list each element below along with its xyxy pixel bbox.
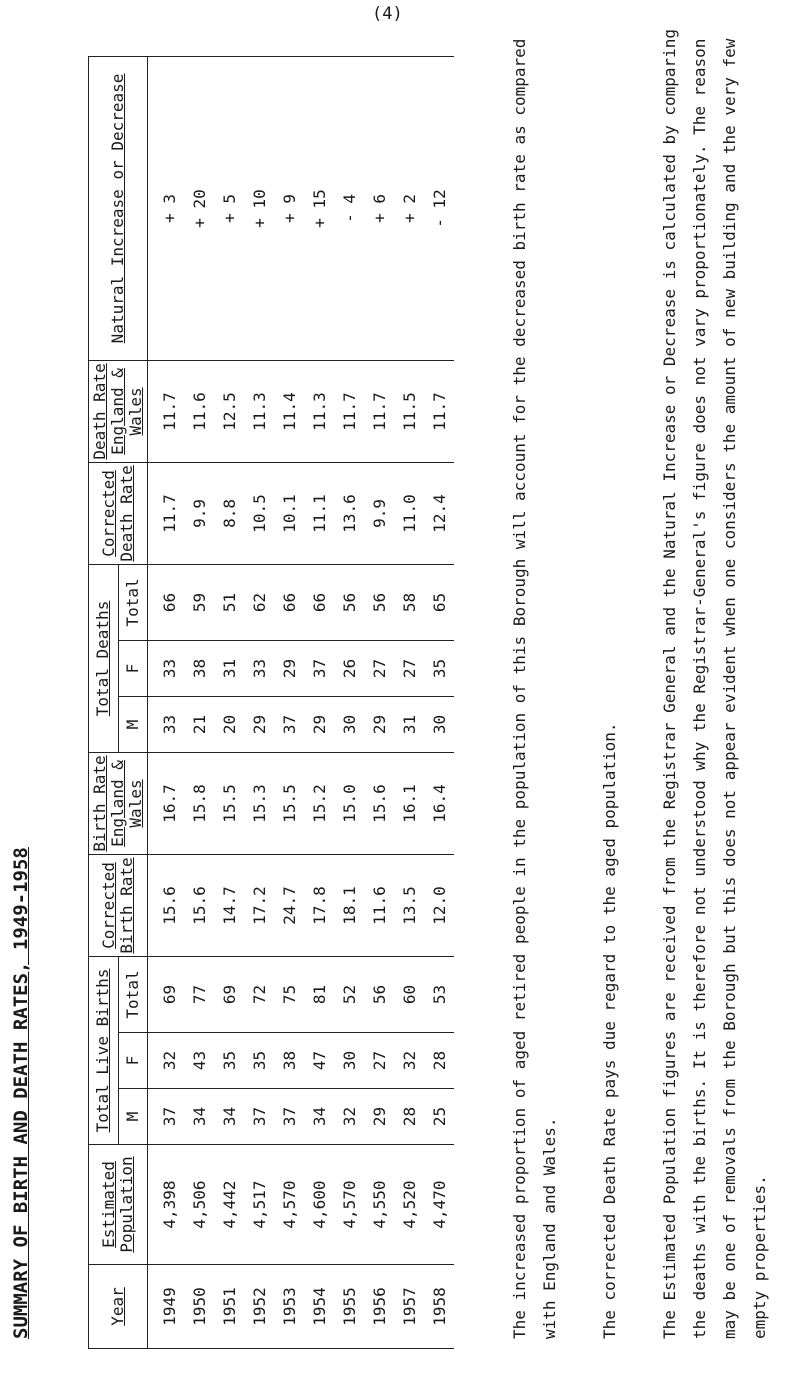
cell-deaths-f: 37: [304, 640, 334, 696]
cell-corrected-death-rate: 11.7: [148, 462, 185, 564]
cell-corrected-death-rate: 13.6: [334, 462, 364, 564]
cell-death-rate-ew: 12.5: [214, 360, 244, 462]
table-row: [148, 56, 185, 1348]
cell-population: 4,517: [244, 1145, 274, 1265]
cell-corrected-birth-rate: 11.6: [364, 854, 394, 956]
cell-year: 1952: [244, 1265, 274, 1349]
cell-natural-increase: + 10: [244, 56, 274, 360]
cell-deaths-total: 58: [394, 564, 424, 640]
cell-corrected-birth-rate: 18.1: [334, 854, 364, 956]
cell-birth-rate-ew: 15.5: [274, 752, 304, 854]
cell-births-m: 34: [214, 1089, 244, 1145]
cell-death-rate-ew: 11.5: [394, 360, 424, 462]
cell-year: 1958: [424, 1265, 454, 1349]
cell-year: 1953: [274, 1265, 304, 1349]
cell-births-m: 37: [274, 1089, 304, 1145]
cell-natural-increase: + 3: [148, 56, 185, 360]
cell-corrected-death-rate: 11.1: [304, 462, 334, 564]
header-birth-rate-ew: Birth Rate England & Wales: [89, 752, 148, 854]
cell-births-f: 43: [184, 1033, 214, 1089]
cell-births-m: 37: [148, 1089, 185, 1145]
cell-births-m: 25: [424, 1089, 454, 1145]
notes: [505, 19, 800, 1339]
header-deaths-m: M: [118, 696, 148, 752]
table-row: [184, 56, 214, 1348]
cell-births-f: 35: [214, 1033, 244, 1089]
cell-death-rate-ew: 11.3: [244, 360, 274, 462]
cell-births-total: 52: [334, 956, 364, 1032]
cell-deaths-m: 31: [394, 696, 424, 752]
cell-births-m: 29: [364, 1089, 394, 1145]
note-corrected-death-rate: The corrected Death Rate pays due regard to the aged population.: [600, 722, 619, 1339]
cell-births-f: 38: [274, 1033, 304, 1089]
cell-population: 4,550: [364, 1145, 394, 1265]
cell-corrected-birth-rate: 24.7: [274, 854, 304, 956]
cell-deaths-m: 29: [364, 696, 394, 752]
cell-death-rate-ew: 11.7: [334, 360, 364, 462]
table-row: [214, 56, 244, 1348]
cell-population: 4,442: [214, 1145, 244, 1265]
cell-births-m: 34: [184, 1089, 214, 1145]
cell-births-f: 27: [364, 1033, 394, 1089]
header-deaths-f: F: [118, 640, 148, 696]
cell-deaths-f: 33: [244, 640, 274, 696]
header-deaths-total: Total: [118, 564, 148, 640]
cell-birth-rate-ew: 15.5: [214, 752, 244, 854]
cell-births-total: 77: [184, 956, 214, 1032]
cell-births-m: 37: [244, 1089, 274, 1145]
cell-births-m: 28: [394, 1089, 424, 1145]
cell-corrected-birth-rate: 17.2: [244, 854, 274, 956]
cell-natural-increase: + 5: [214, 56, 244, 360]
cell-death-rate-ew: 11.7: [424, 360, 454, 462]
cell-population: 4,570: [274, 1145, 304, 1265]
header-total-live-births: Total Live Births: [89, 956, 119, 1144]
cell-natural-increase: - 4: [334, 56, 364, 360]
cell-natural-increase: + 20: [184, 56, 214, 360]
cell-population: 4,570: [334, 1145, 364, 1265]
cell-births-f: 35: [244, 1033, 274, 1089]
cell-birth-rate-ew: 16.7: [148, 752, 185, 854]
cell-birth-rate-ew: 15.6: [364, 752, 394, 854]
cell-birth-rate-ew: 15.0: [334, 752, 364, 854]
cell-corrected-birth-rate: 17.8: [304, 854, 334, 956]
cell-birth-rate-ew: 15.2: [304, 752, 334, 854]
header-natural-increase: Natural Increase or Decrease: [89, 56, 148, 360]
cell-year: 1951: [214, 1265, 244, 1349]
cell-corrected-death-rate: 9.9: [184, 462, 214, 564]
cell-deaths-m: 29: [304, 696, 334, 752]
cell-births-total: 69: [148, 956, 185, 1032]
cell-natural-increase: - 12: [424, 56, 454, 360]
header-estimated-population: Estimated Population: [89, 1145, 148, 1265]
cell-deaths-f: 27: [394, 640, 424, 696]
cell-deaths-f: 35: [424, 640, 454, 696]
table-row: [244, 56, 274, 1348]
cell-year: 1954: [304, 1265, 334, 1349]
cell-deaths-f: 38: [184, 640, 214, 696]
cell-birth-rate-ew: 15.8: [184, 752, 214, 854]
cell-death-rate-ew: 11.7: [364, 360, 394, 462]
summary-table: [88, 56, 454, 1349]
page-number: (4): [372, 4, 403, 24]
cell-year: 1957: [394, 1265, 424, 1349]
cell-deaths-total: 56: [364, 564, 394, 640]
header-births-m: M: [118, 1089, 148, 1145]
cell-deaths-total: 62: [244, 564, 274, 640]
cell-corrected-death-rate: 8.8: [214, 462, 244, 564]
cell-births-f: 28: [424, 1033, 454, 1089]
header-births-total: Total: [118, 956, 148, 1032]
cell-birth-rate-ew: 16.1: [394, 752, 424, 854]
cell-death-rate-ew: 11.6: [184, 360, 214, 462]
cell-deaths-m: 29: [244, 696, 274, 752]
cell-natural-increase: + 9: [274, 56, 304, 360]
cell-deaths-f: 33: [148, 640, 185, 696]
cell-year: 1955: [334, 1265, 364, 1349]
table-row: [424, 56, 454, 1348]
cell-births-m: 34: [304, 1089, 334, 1145]
cell-deaths-f: 27: [364, 640, 394, 696]
header-death-rate-ew: Death Rate England & Wales: [89, 360, 148, 462]
cell-births-f: 32: [394, 1033, 424, 1089]
table-row: [364, 56, 394, 1348]
cell-deaths-total: 59: [184, 564, 214, 640]
note-estimated-population: The Estimated Population figures are received from the Registrar General and the Natural Increase or Decrease is calculated by comparing the deaths with the births. It is therefore not understood why the Registrar-General's figure does not vary proportionately. The reason may be one of removals from the Borough but this does not appear evident when one considers the amount of new building and the very few empty properties.: [660, 28, 769, 1339]
cell-birth-rate-ew: 16.4: [424, 752, 454, 854]
cell-deaths-total: 65: [424, 564, 454, 640]
cell-births-f: 32: [148, 1033, 185, 1089]
cell-death-rate-ew: 11.4: [274, 360, 304, 462]
cell-deaths-m: 21: [184, 696, 214, 752]
cell-corrected-birth-rate: 15.6: [148, 854, 185, 956]
header-births-f: F: [118, 1033, 148, 1089]
cell-population: 4,398: [148, 1145, 185, 1265]
cell-corrected-birth-rate: 15.6: [184, 854, 214, 956]
header-corrected-death-rate: Corrected Death Rate: [89, 462, 148, 564]
cell-population: 4,520: [394, 1145, 424, 1265]
cell-corrected-death-rate: 9.9: [364, 462, 394, 564]
cell-corrected-birth-rate: 13.5: [394, 854, 424, 956]
cell-corrected-birth-rate: 14.7: [214, 854, 244, 956]
page-title: SUMMARY OF BIRTH AND DEATH RATES, 1949-1958: [10, 847, 32, 1339]
cell-deaths-m: 20: [214, 696, 244, 752]
header-total-deaths: Total Deaths: [89, 564, 119, 752]
cell-population: 4,470: [424, 1145, 454, 1265]
cell-death-rate-ew: 11.3: [304, 360, 334, 462]
cell-births-total: 81: [304, 956, 334, 1032]
cell-deaths-f: 31: [214, 640, 244, 696]
cell-deaths-m: 33: [148, 696, 185, 752]
table-row: [304, 56, 334, 1348]
cell-birth-rate-ew: 15.3: [244, 752, 274, 854]
cell-births-f: 30: [334, 1033, 364, 1089]
cell-corrected-death-rate: 10.1: [274, 462, 304, 564]
cell-births-m: 32: [334, 1089, 364, 1145]
cell-deaths-total: 51: [214, 564, 244, 640]
cell-deaths-total: 66: [304, 564, 334, 640]
cell-natural-increase: + 6: [364, 56, 394, 360]
cell-year: 1956: [364, 1265, 394, 1349]
table-row: [274, 56, 304, 1348]
cell-natural-increase: + 15: [304, 56, 334, 360]
cell-population: 4,600: [304, 1145, 334, 1265]
cell-deaths-f: 29: [274, 640, 304, 696]
cell-births-total: 69: [214, 956, 244, 1032]
cell-deaths-m: 30: [334, 696, 364, 752]
header-year: Year: [89, 1265, 148, 1349]
cell-corrected-death-rate: 12.4: [424, 462, 454, 564]
cell-population: 4,506: [184, 1145, 214, 1265]
cell-deaths-total: 66: [148, 564, 185, 640]
cell-deaths-total: 56: [334, 564, 364, 640]
cell-births-total: 56: [364, 956, 394, 1032]
cell-corrected-death-rate: 10.5: [244, 462, 274, 564]
cell-births-total: 75: [274, 956, 304, 1032]
header-corrected-birth-rate: Corrected Birth Rate: [89, 854, 148, 956]
cell-natural-increase: + 2: [394, 56, 424, 360]
cell-deaths-m: 30: [424, 696, 454, 752]
cell-births-total: 72: [244, 956, 274, 1032]
table-row: [394, 56, 424, 1348]
cell-year: 1949: [148, 1265, 185, 1349]
cell-year: 1950: [184, 1265, 214, 1349]
cell-deaths-total: 66: [274, 564, 304, 640]
cell-corrected-death-rate: 11.0: [394, 462, 424, 564]
cell-deaths-m: 37: [274, 696, 304, 752]
cell-death-rate-ew: 11.7: [148, 360, 185, 462]
note-aged-population: The increased proportion of aged retired people in the population of this Borough will account for the decreased birth rate as compared with England and Wales.: [510, 38, 559, 1339]
cell-births-f: 47: [304, 1033, 334, 1089]
cell-births-total: 60: [394, 956, 424, 1032]
table-row: [334, 56, 364, 1348]
cell-deaths-f: 26: [334, 640, 364, 696]
cell-births-total: 53: [424, 956, 454, 1032]
cell-corrected-birth-rate: 12.0: [424, 854, 454, 956]
